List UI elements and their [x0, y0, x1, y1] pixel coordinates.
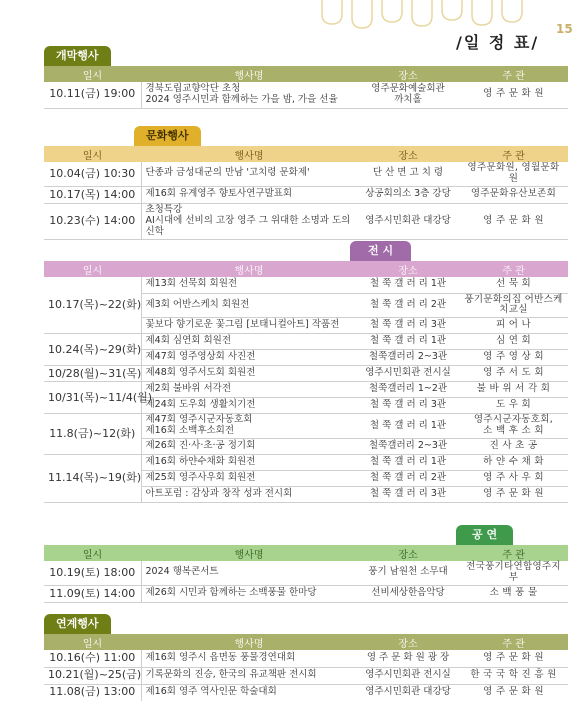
event-host: 영 주 문 화 원 — [459, 650, 568, 667]
event-host: 영 주 사 우 회 — [459, 471, 568, 487]
event-name: 제47회 영주시군자동호회 제16회 소백후소회전 — [141, 414, 357, 439]
event-name: 초청특강 AI시대에 선비의 고장 영주 그 위대한 소명과 도의 신학 — [141, 203, 357, 239]
col-name: 행사명 — [141, 261, 357, 277]
event-name: 제26회 진·사·초·공 정기회 — [141, 439, 357, 455]
event-host: 선 묵 회 — [459, 277, 568, 293]
event-name: 제24회 도우회 생활치기전 — [141, 398, 357, 414]
event-date: 10.19(토) 18:00 — [44, 561, 141, 585]
event-place: 철쭉갤러리 2~3관 — [357, 350, 459, 366]
table-row — [44, 186, 568, 203]
event-name: 제16회 유계영주 향토사연구발표회 — [141, 186, 357, 203]
event-place: 철쭉갤러리 2~3관 — [357, 439, 459, 455]
section-tab-linked: 연계행사 — [44, 614, 111, 634]
event-place: 철쭉갤러리 1~2관 — [357, 382, 459, 398]
event-date: 11.8(금)~12(화) — [44, 414, 141, 455]
event-name: 제48회 영주서도회 회원전 — [141, 366, 357, 382]
event-name: 제3회 어반스케치 회원전 — [141, 293, 357, 318]
col-name: 행사명 — [141, 146, 357, 162]
col-host: 주 관 — [459, 66, 568, 82]
event-name: 꽃보다 향기로운 꽃그림 [보태니컬아트] 작품전 — [141, 318, 357, 334]
event-name: 경북도립교향악단 초청 2024 영주시민과 함께하는 가을 밤, 가을 선율 — [141, 82, 357, 108]
event-host: 불 바 위 서 각 회 — [459, 382, 568, 398]
table-header — [44, 634, 568, 650]
event-place: 철 쭉 갤 러 리 1관 — [357, 334, 459, 350]
table-row — [44, 366, 568, 382]
event-name: 제2회 불바위 서각전 — [141, 382, 357, 398]
table-row — [44, 561, 568, 585]
col-host: 주 관 — [459, 146, 568, 162]
event-host: 도 우 회 — [459, 398, 568, 414]
section-tab-exhibition: 전 시 — [350, 241, 411, 261]
table-row — [44, 684, 568, 701]
event-host: 피 어 나 — [459, 318, 568, 334]
opening-table — [44, 66, 568, 109]
event-host: 영 주 서 도 회 — [459, 366, 568, 382]
event-date: 10.21(월)~25(금) — [44, 667, 141, 684]
event-date: 11.09(토) 14:00 — [44, 585, 141, 602]
event-place: 철 쭉 갤 러 리 1관 — [357, 414, 459, 439]
table-row — [44, 585, 568, 602]
event-place: 철 쭉 갤 러 리 3관 — [357, 398, 459, 414]
event-place: 상공회의소 3층 강당 — [357, 186, 459, 203]
event-name: 제13회 선묵회 회원전 — [141, 277, 357, 293]
section-tab-opening: 개막행사 — [44, 46, 111, 66]
col-date: 일시 — [44, 634, 141, 650]
event-place: 영 주 문 화 원 광 장 — [357, 650, 459, 667]
event-date: 10.11(금) 19:00 — [44, 82, 141, 108]
event-date: 10.16(수) 11:00 — [44, 650, 141, 667]
event-place: 풍기 남원천 소무대 — [357, 561, 459, 585]
table-row — [44, 667, 568, 684]
col-date: 일시 — [44, 545, 141, 561]
event-place: 단 산 면 고 치 령 — [357, 162, 459, 186]
event-place: 철 쭉 갤 러 리 1관 — [357, 277, 459, 293]
event-name: 아트포럼 : 감상과 창작 성과 전시회 — [141, 487, 357, 503]
table-row — [44, 334, 568, 350]
event-name: 제16회 영주시 읍면동 풍물경연대회 — [141, 650, 357, 667]
table-header — [44, 261, 568, 277]
event-place: 철 쭉 갤 러 리 2관 — [357, 471, 459, 487]
event-name: 제4회 심연회 회원전 — [141, 334, 357, 350]
table-header — [44, 545, 568, 561]
event-place: 선비세상한음악당 — [357, 585, 459, 602]
event-host: 전국풍기타연합영주지부 — [459, 561, 568, 585]
event-date: 11.08(금) 13:00 — [44, 684, 141, 701]
event-host: 영 주 영 상 회 — [459, 350, 568, 366]
event-name: 제16회 하얀수채화 회원전 — [141, 455, 357, 471]
event-date: 10.24(목)~29(화) — [44, 334, 141, 366]
col-name: 행사명 — [141, 545, 357, 561]
event-name: 제16회 영주 역사인문 학술대회 — [141, 684, 357, 701]
event-host: 영 주 문 화 원 — [459, 203, 568, 239]
event-place: 철 쭉 갤 러 리 1관 — [357, 455, 459, 471]
table-row — [44, 277, 568, 293]
event-date: 10.04(금) 10:30 — [44, 162, 141, 186]
col-host: 주 관 — [459, 261, 568, 277]
event-name: 단종과 금성대군의 만남 '고치령 문화제' — [141, 162, 357, 186]
event-place: 철 쭉 갤 러 리 3관 — [357, 318, 459, 334]
event-date: 10/31(목)~11/4(월) — [44, 382, 141, 414]
event-date: 10.17(목)~22(화) — [44, 277, 141, 334]
event-name: 제47회 영주영상회 사진전 — [141, 350, 357, 366]
event-place: 영주시민회관 전시실 — [357, 667, 459, 684]
event-date: 10.17(목) 14:00 — [44, 186, 141, 203]
event-date: 11.14(목)~19(화) — [44, 455, 141, 503]
event-place: 영주시민회관 대강당 — [357, 203, 459, 239]
event-host: 풍기문화의집 어반스케치교실 — [459, 293, 568, 318]
exhibition-table — [44, 261, 568, 503]
event-host: 영주문화유산보존회 — [459, 186, 568, 203]
header-decoration — [312, 0, 572, 30]
event-host: 심 연 회 — [459, 334, 568, 350]
table-row — [44, 82, 568, 108]
table-header — [44, 146, 568, 162]
culture-table — [44, 146, 568, 240]
event-host: 영주문화원, 영월문화원 — [459, 162, 568, 186]
event-place: 영주시민회관 전시실 — [357, 366, 459, 382]
col-place: 장소 — [357, 545, 459, 561]
col-host: 주 관 — [459, 634, 568, 650]
table-row — [44, 203, 568, 239]
event-date: 10.23(수) 14:00 — [44, 203, 141, 239]
event-host: 소 백 풍 물 — [459, 585, 568, 602]
col-place: 장소 — [357, 634, 459, 650]
table-row — [44, 414, 568, 439]
table-row — [44, 455, 568, 471]
col-place: 장소 — [357, 261, 459, 277]
event-host: 하 얀 수 채 화 — [459, 455, 568, 471]
table-row — [44, 382, 568, 398]
event-host: 영주시군자동호회, 소 백 후 소 회 — [459, 414, 568, 439]
event-host: 영 주 문 화 원 — [459, 82, 568, 108]
event-host: 한 국 국 학 진 흥 원 — [459, 667, 568, 684]
col-place: 장소 — [357, 146, 459, 162]
event-place: 철 쭉 갤 러 리 3관 — [357, 487, 459, 503]
col-place: 장소 — [357, 66, 459, 82]
col-name: 행사명 — [141, 66, 357, 82]
table-row — [44, 162, 568, 186]
event-name: 제26회 시민과 함께하는 소백풍물 한마당 — [141, 585, 357, 602]
col-date: 일시 — [44, 66, 141, 82]
col-date: 일시 — [44, 146, 141, 162]
event-host: 진 사 초 공 — [459, 439, 568, 455]
event-name: 2024 행복콘서트 — [141, 561, 357, 585]
table-header — [44, 66, 568, 82]
performance-table — [44, 545, 568, 603]
event-name: 제25회 영주사우회 회원전 — [141, 471, 357, 487]
linked-table — [44, 634, 568, 701]
event-host: 영 주 문 화 원 — [459, 487, 568, 503]
event-host: 영 주 문 화 원 — [459, 684, 568, 701]
col-name: 행사명 — [141, 634, 357, 650]
event-place: 철 쭉 갤 러 리 2관 — [357, 293, 459, 318]
event-place: 영주문화예술회관 까치홀 — [357, 82, 459, 108]
event-place: 영주시민회관 대강당 — [357, 684, 459, 701]
section-tab-culture: 문화행사 — [134, 126, 201, 146]
event-date: 10/28(월)~31(목) — [44, 366, 141, 382]
table-row — [44, 650, 568, 667]
event-name: 기록문화의 진승, 한국의 유교책판 전시회 — [141, 667, 357, 684]
col-date: 일시 — [44, 261, 141, 277]
schedule-title: /일 정 표/ — [456, 33, 540, 52]
page-number: 15 — [556, 22, 573, 36]
section-tab-performance: 공 연 — [456, 525, 513, 545]
col-host: 주 관 — [459, 545, 568, 561]
